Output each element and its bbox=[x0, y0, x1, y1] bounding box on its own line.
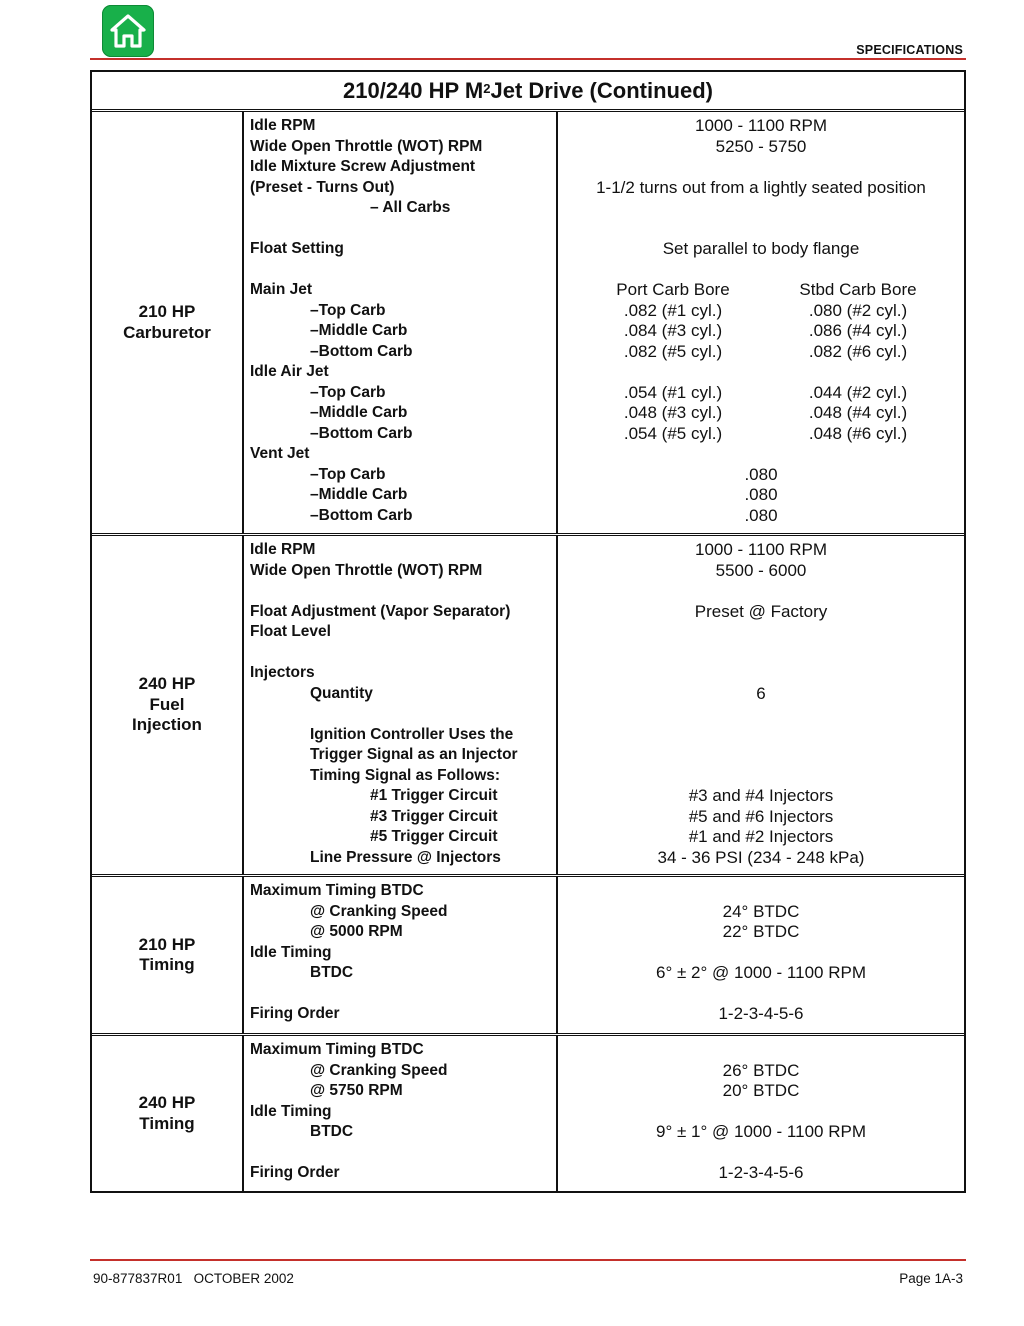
spec-value: 1000 - 1100 RPM bbox=[695, 540, 827, 559]
port-value: .054 (#1 cyl.) bbox=[623, 382, 723, 402]
spec-value: 20° BTDC bbox=[722, 1081, 800, 1100]
spec-value bbox=[558, 725, 964, 746]
parameter-label: Wide Open Throttle (WOT) RPM bbox=[250, 561, 483, 579]
document-id: 90-877837R01 OCTOBER 2002 bbox=[93, 1271, 294, 1286]
parameter-label: Injectors bbox=[250, 664, 315, 681]
parameter-label: Trigger Signal as an Injector bbox=[310, 746, 518, 763]
spec-value: 1000 - 1100 RPM bbox=[695, 116, 827, 135]
spec-value: #3 and #4 Injectors bbox=[688, 786, 834, 805]
section-label-line: 240 HP bbox=[138, 674, 196, 694]
parameter-column bbox=[244, 536, 558, 874]
spec-value bbox=[558, 1102, 964, 1123]
parameter-label: –Bottom Carb bbox=[310, 506, 413, 524]
parameter-label: Idle Timing bbox=[250, 943, 332, 961]
parameter-label: Float Adjustment (Vapor Separator) bbox=[250, 602, 511, 620]
spec-value bbox=[558, 943, 964, 964]
section-label-line: Timing bbox=[139, 955, 195, 974]
parameter-label: #1 Trigger Circuit bbox=[370, 787, 498, 804]
home-icon bbox=[108, 11, 148, 51]
parameter-label bbox=[250, 643, 556, 664]
port-value: .082 (#5 cyl.) bbox=[623, 341, 723, 361]
spec-value bbox=[558, 157, 964, 178]
spec-value: 1-2-3-4-5-6 bbox=[718, 1163, 804, 1182]
parameter-label: Idle Air Jet bbox=[250, 363, 329, 380]
value-pair bbox=[558, 424, 964, 445]
spec-value bbox=[558, 704, 964, 725]
spec-value: .080 bbox=[744, 464, 778, 484]
parameter-label bbox=[250, 984, 556, 1005]
section-label-line: Timing bbox=[139, 1113, 195, 1133]
parameter-column bbox=[244, 1036, 558, 1191]
parameter-label bbox=[250, 704, 556, 725]
parameter-label: Quantity bbox=[310, 684, 373, 702]
spec-value bbox=[558, 1040, 964, 1061]
parameter-label: –Top Carb bbox=[310, 301, 386, 319]
parameter-label: Ignition Controller Uses the bbox=[310, 725, 514, 743]
section-label-text bbox=[139, 1093, 196, 1134]
footer-rule bbox=[90, 1259, 966, 1261]
spec-value: 1-2-3-4-5-6 bbox=[718, 1004, 804, 1023]
parameter-label: Firing Order bbox=[250, 1005, 340, 1022]
value-column bbox=[558, 112, 964, 533]
spec-value: #5 and #6 Injectors bbox=[688, 806, 834, 826]
spec-value bbox=[558, 198, 964, 219]
parameter-label: (Preset - Turns Out) bbox=[250, 178, 395, 196]
parameter-column bbox=[244, 112, 558, 533]
parameter-label: Idle Mixture Screw Adjustment bbox=[250, 158, 476, 175]
parameter-label: Idle RPM bbox=[250, 117, 316, 134]
value-pair bbox=[558, 301, 964, 322]
value-column bbox=[558, 877, 964, 1033]
value-column bbox=[558, 1036, 964, 1191]
title-main: 210/240 HP M bbox=[343, 77, 484, 103]
spec-value bbox=[558, 663, 964, 684]
spec-value bbox=[558, 219, 964, 240]
spec-value bbox=[558, 643, 964, 664]
section-label-cell bbox=[92, 112, 244, 533]
spec-value bbox=[558, 766, 964, 787]
parameter-label: Wide Open Throttle (WOT) RPM bbox=[250, 137, 483, 155]
spec-value: Set parallel to body flange bbox=[662, 239, 860, 258]
spec-value: .080 bbox=[744, 505, 778, 525]
section-label-line: Carburetor bbox=[123, 322, 211, 342]
section-label-text bbox=[123, 302, 211, 343]
spec-value bbox=[558, 1143, 964, 1164]
spec-value bbox=[558, 984, 964, 1005]
parameter-label: Maximum Timing BTDC bbox=[250, 882, 424, 899]
section-label-cell bbox=[92, 1036, 244, 1191]
parameter-label: –Top Carb bbox=[310, 383, 386, 401]
spec-value: 24° BTDC bbox=[722, 901, 800, 921]
section-label-line: Fuel bbox=[149, 694, 185, 714]
spec-value: 1-1/2 turns out from a lightly seated position bbox=[596, 177, 926, 197]
spec-value: 5250 - 5750 bbox=[715, 136, 807, 156]
spec-value: .080 bbox=[744, 485, 778, 504]
spec-value bbox=[558, 581, 964, 602]
spec-value bbox=[558, 881, 964, 902]
table-title bbox=[92, 72, 964, 112]
home-button[interactable] bbox=[102, 5, 154, 57]
section-label-cell bbox=[92, 536, 244, 874]
port-value: .048 (#3 cyl.) bbox=[623, 403, 723, 422]
parameter-label: Idle Timing bbox=[250, 1102, 332, 1120]
parameter-label bbox=[250, 219, 556, 240]
section-label: SPECIFICATIONS bbox=[856, 43, 963, 57]
spec-value bbox=[558, 745, 964, 766]
port-value: .082 (#1 cyl.) bbox=[623, 300, 723, 320]
value-pair bbox=[558, 342, 964, 363]
title-superscript: 2 bbox=[483, 81, 491, 96]
parameter-label: –Bottom Carb bbox=[310, 342, 413, 360]
page-number: Page 1A-3 bbox=[899, 1271, 963, 1286]
section-label-cell bbox=[92, 877, 244, 1033]
parameter-label: –Top Carb bbox=[310, 465, 386, 483]
parameter-label: Firing Order bbox=[250, 1164, 340, 1181]
section-210hp-timing bbox=[92, 877, 964, 1036]
parameter-label: Timing Signal as Follows: bbox=[310, 766, 501, 784]
header-rule bbox=[90, 58, 966, 60]
parameter-label: #3 Trigger Circuit bbox=[370, 807, 498, 825]
parameter-label bbox=[250, 581, 556, 602]
spec-value bbox=[558, 362, 964, 383]
parameter-label: – All Carbs bbox=[370, 199, 451, 216]
parameter-label bbox=[250, 1143, 556, 1164]
parameter-label: –Middle Carb bbox=[310, 486, 408, 503]
parameter-label: –Middle Carb bbox=[310, 322, 408, 339]
parameter-label: Line Pressure @ Injectors bbox=[310, 848, 501, 866]
parameter-label: @ Cranking Speed bbox=[310, 902, 448, 920]
parameter-label: Float Setting bbox=[250, 240, 344, 257]
section-240hp-fuel-injection bbox=[92, 536, 964, 877]
parameter-column bbox=[244, 877, 558, 1033]
section-label-line: Injection bbox=[132, 715, 202, 735]
section-label-line: 240 HP bbox=[138, 1093, 196, 1112]
spec-value bbox=[558, 444, 964, 465]
spec-value: 22° BTDC bbox=[722, 922, 800, 941]
spec-table bbox=[90, 70, 966, 1193]
spec-value: 9° ± 1° @ 1000 - 1100 RPM bbox=[656, 1122, 866, 1141]
stbd-value: .086 (#4 cyl.) bbox=[808, 321, 908, 340]
title-rest: Jet Drive (Continued) bbox=[490, 77, 713, 103]
section-label-text bbox=[139, 935, 196, 976]
value-pair bbox=[558, 383, 964, 404]
parameter-label: Idle RPM bbox=[250, 541, 316, 558]
stbd-value: .082 (#6 cyl.) bbox=[808, 341, 908, 361]
value-pair bbox=[558, 403, 964, 424]
spec-value: Preset @ Factory bbox=[694, 601, 828, 621]
spec-value: 6° ± 2° @ 1000 - 1100 RPM bbox=[656, 963, 866, 982]
value-column bbox=[558, 536, 964, 874]
parameter-label: @ 5000 RPM bbox=[310, 923, 403, 940]
parameter-label: @ Cranking Speed bbox=[310, 1061, 448, 1079]
stbd-value: .048 (#6 cyl.) bbox=[808, 423, 908, 443]
spec-value bbox=[558, 622, 964, 643]
section-label-line: 210 HP bbox=[138, 934, 196, 954]
section-label-text bbox=[132, 674, 202, 736]
parameter-label: Vent Jet bbox=[250, 445, 310, 462]
port-value: .054 (#5 cyl.) bbox=[623, 423, 723, 443]
parameter-label: @ 5750 RPM bbox=[310, 1082, 403, 1099]
parameter-label: –Bottom Carb bbox=[310, 424, 413, 442]
spec-value: #1 and #2 Injectors bbox=[688, 827, 834, 846]
parameter-label: Maximum Timing BTDC bbox=[250, 1041, 424, 1058]
stbd-value: Stbd Carb Bore bbox=[799, 280, 917, 299]
parameter-label: #5 Trigger Circuit bbox=[370, 828, 498, 845]
parameter-label bbox=[250, 260, 556, 281]
section-210hp-carburetor bbox=[92, 112, 964, 536]
value-pair bbox=[558, 321, 964, 342]
spec-value bbox=[558, 260, 964, 281]
parameter-label: Main Jet bbox=[250, 281, 313, 298]
spec-value: 6 bbox=[756, 683, 766, 703]
section-240hp-timing bbox=[92, 1036, 964, 1191]
stbd-value: .080 (#2 cyl.) bbox=[808, 300, 908, 320]
stbd-value: .048 (#4 cyl.) bbox=[808, 403, 908, 422]
value-pair bbox=[558, 280, 964, 301]
spec-value: 5500 - 6000 bbox=[715, 560, 807, 580]
section-label-line: 210 HP bbox=[138, 302, 196, 321]
parameter-label: –Middle Carb bbox=[310, 404, 408, 421]
port-value: .084 (#3 cyl.) bbox=[623, 321, 723, 340]
parameter-label: BTDC bbox=[310, 964, 354, 981]
parameter-label: Float Level bbox=[250, 623, 331, 640]
stbd-value: .044 (#2 cyl.) bbox=[808, 382, 908, 402]
port-value: Port Carb Bore bbox=[616, 280, 730, 299]
parameter-label: BTDC bbox=[310, 1123, 354, 1140]
spec-value: 34 - 36 PSI (234 - 248 kPa) bbox=[657, 847, 865, 867]
spec-value: 26° BTDC bbox=[722, 1060, 800, 1080]
